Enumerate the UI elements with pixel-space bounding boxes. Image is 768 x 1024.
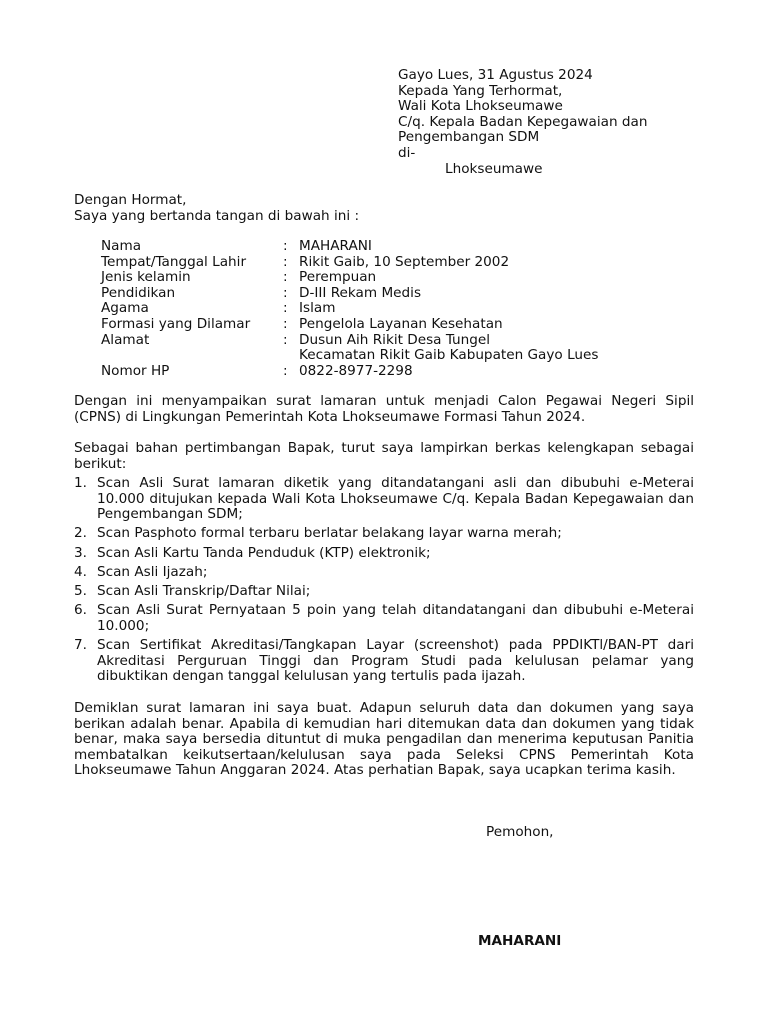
attachment-text: Scan Asli Kartu Tanda Penduduk (KTP) elektronik; — [97, 544, 431, 561]
detail-row — [101, 333, 701, 349]
recipient-cq-line-1: C/q. Kepala Badan Kepegawaian dan — [398, 113, 648, 130]
detail-colon: : — [283, 253, 288, 270]
detail-row — [101, 270, 701, 286]
detail-label: Pendidikan — [101, 284, 176, 301]
attachment-text: Scan Asli Surat Pernyataan 5 poin yang telah ditandatangani dan dibubuhi e-Meterai 10.000; — [97, 602, 694, 634]
attachment-number: 2. — [74, 525, 87, 542]
attachment-text: Scan Asli Transkrip/Daftar Nilai; — [97, 582, 311, 599]
place-date: Gayo Lues, 31 Agustus 2024 — [398, 67, 593, 83]
detail-value: Rikit Gaib, 10 September 2002 — [299, 253, 510, 270]
attachments-intro: Sebagai bahan pertimbangan Bapak, turut saya lampirkan berkas kelengkapan sebagai berikut: — [74, 440, 694, 472]
applicant-details — [101, 239, 701, 379]
attachment-item — [74, 565, 694, 581]
greeting — [74, 193, 694, 224]
attachment-number: 7. — [74, 636, 87, 653]
detail-colon: : — [283, 362, 288, 379]
detail-colon: : — [283, 269, 288, 286]
attachment-item — [74, 476, 694, 523]
detail-label — [101, 348, 283, 364]
attachment-item — [74, 584, 694, 600]
detail-colon: : — [283, 300, 288, 317]
detail-row — [101, 255, 701, 271]
detail-value: Pengelola Layanan Kesehatan — [299, 315, 503, 332]
attachment-item — [74, 638, 694, 685]
detail-value: Perempuan — [299, 269, 377, 286]
attachment-number: 3. — [74, 544, 87, 561]
intro-paragraph: Dengan ini menyampaikan surat lamaran untuk menjadi Calon Pegawai Negeri Sipil (CPNS) di Lingkungan Pemerintah Kota Lhokseumawe Formasi Tahun 2024. — [74, 393, 694, 425]
signer-name: MAHARANI — [478, 933, 562, 949]
detail-colon — [283, 348, 299, 364]
detail-label: Jenis kelamin — [101, 269, 191, 286]
attachment-number: 4. — [74, 563, 87, 580]
attachment-item — [74, 546, 694, 562]
attachment-number: 5. — [74, 582, 87, 599]
detail-label: Tempat/Tanggal Lahir — [101, 253, 247, 270]
detail-value: 0822-8977-2298 — [299, 362, 413, 379]
detail-value: D-III Rekam Medis — [299, 284, 422, 301]
addressee-intro: Kepada Yang Terhormat, — [398, 82, 563, 99]
recipient-city: Lhokseumawe — [445, 160, 543, 177]
attachment-item — [74, 526, 694, 542]
detail-colon: : — [283, 238, 288, 254]
detail-row — [101, 364, 701, 380]
attachments-list — [74, 476, 694, 688]
detail-label: Alamat — [101, 331, 150, 348]
detail-row — [101, 317, 701, 333]
closing-paragraph: Demiklan surat lamaran ini saya buat. Adapun seluruh data dan dokumen yang saya berikan adalah benar. Apabila di kemudian hari ditemukan data dan dokumen yang tidak benar, maka saya bersedia dituntut di muka pengadilan dan menerima keputusan Panitia membatalkan keikutsertaan/kelulusan saya pada Seleksi CPNS Pemerintah Kota Lhokseumawe Tahun Anggaran 2024. Atas perhatian Bapak, saya ucapkan terima kasih. — [74, 700, 694, 779]
attachment-text: Scan Pasphoto formal terbaru berlatar belakang layar warna merah; — [97, 525, 562, 542]
recipient-cq-line-2: Pengembangan SDM — [398, 129, 540, 146]
detail-label: Formasi yang Dilamar — [101, 315, 251, 332]
attachment-text: Scan Asli Surat lamaran diketik yang ditandatangani asli dan dibubuhi e-Meterai 10.000 ditujukan kepada Wali Kota Lhokseumawe C/q. Kepala Badan Kepegawaian dan Pengembangan SDM; — [97, 475, 694, 523]
detail-colon: : — [283, 331, 288, 348]
detail-value: Dusun Aih Rikit Desa Tungel — [299, 331, 491, 348]
detail-row — [101, 301, 701, 317]
detail-value: MAHARANI — [299, 238, 372, 254]
salutation: Dengan Hormat, — [74, 192, 187, 208]
recipient-di: di- — [398, 144, 416, 161]
letter-header — [398, 68, 738, 177]
attachment-text: Scan Asli Ijazah; — [97, 563, 208, 580]
detail-label: Nama — [101, 238, 142, 254]
attachment-text: Scan Sertifikat Akreditasi/Tangkapan Layar (screenshot) pada PPDIKTl/BAN-PT dari Akreditasi Perguruan Tinggi dan Program Studi pada kelulusan pelamar yang dibuktikan dengan tanggal kelulusan yang tertulis pada ijazah. — [97, 636, 694, 685]
detail-colon: : — [283, 284, 288, 301]
attachment-item — [74, 603, 694, 634]
detail-row — [101, 348, 701, 364]
detail-value: Kecamatan Rikit Gaib Kabupaten Gayo Lues — [299, 347, 599, 364]
detail-label: Nomor HP — [101, 362, 170, 379]
attachment-number: 6. — [74, 602, 87, 619]
detail-value: Islam — [299, 300, 336, 317]
detail-label: Agama — [101, 300, 149, 317]
detail-colon: : — [283, 315, 288, 332]
attachment-number: 1. — [74, 475, 87, 491]
detail-row — [101, 286, 701, 302]
greeting-intro: Saya yang bertanda tangan di bawah ini : — [74, 207, 360, 224]
detail-row — [101, 239, 701, 255]
recipient: Wali Kota Lhokseumawe — [398, 98, 563, 115]
signature-label: Pemohon, — [486, 824, 554, 840]
